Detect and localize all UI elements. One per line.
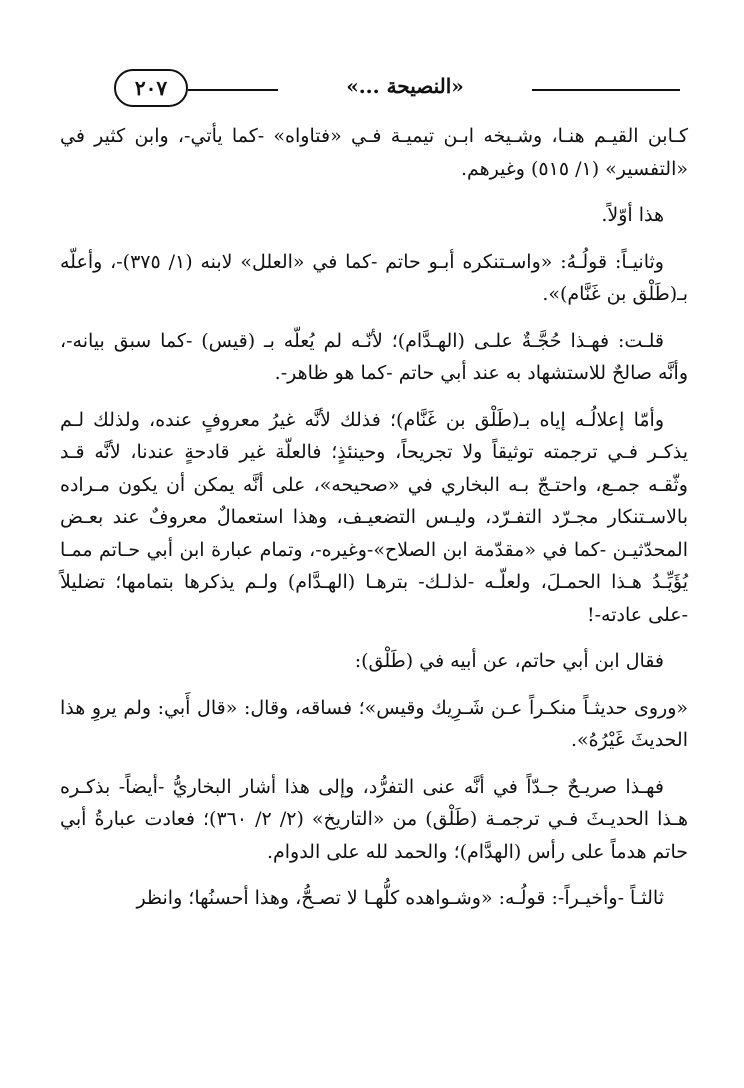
page-body: [60, 120, 688, 929]
paragraph: فهـذا صريـحٌ جـدّاً في أنَّه عنى التفرُّد، وإلى هذا أشار البخاريُّ -أيضاً- بذكـره هـذا الحديـثَ فـي ترجمـة (طَلْق) من «التاريخ» (٢/ ٢/ ٣٦٠)؛ فعادت عبارةُ أبي حاتم هدماً على رأس (الهدَّام)؛ والحمد لله على الدوام.: [60, 775, 688, 863]
header-rule-left: [188, 89, 278, 91]
paragraph: «وروى حديثـاً منكـراً عـن شَـرِيك وقيس»؛ فساقه، وقال: «قال أَبي: ولم يروِ هذا الحديثَ غَيْرُهُ».: [60, 696, 688, 751]
paragraph: فقال ابن أبي حاتم، عن أبيه في (طَلْق):: [354, 650, 664, 672]
running-title: «النصيحة ...»: [346, 74, 464, 98]
paragraph: ثالثـاً -وأخيـراً-: قولُـه: «وشـواهده كلُّهـا لا تصـحُّ، وهذا أحسنُها؛ وانظر: [136, 887, 664, 909]
paragraph: كـابن القيـم هنـا، وشـيخه ابـن تيميـة فـي «فتاواه» -كما يأتي-، وابن كثير في «التفسير» (١/ ٥١٥) وغيرهم.: [60, 125, 688, 180]
page-number: ٢٠٧: [114, 69, 188, 107]
header-rule-right: [532, 89, 680, 91]
paragraph: هذا أوّلاً.: [601, 204, 664, 226]
paragraph: وأمّا إعلالُـه إياه بـ(طَلْق بن غَنَّام)؛ فذلك لأنَّه غيرُ معروفٍ عنده، ولذلك لـم يذكـر فـي ترجمته توثيقاً ولا تجريحاً، وحينئذٍ؛ فالعلّة غير قادحةٍ عندنا، لأنَّه قـد وثّقـه جمـع، واحتـجّ بـه البخاري في «صحيحه»، على أنَّه يمكن أن يكون مـراده بالاسـتنكار مجـرّد التفـرّد، وليـس التضعيـف، وهذا استعمالٌ معروفٌ عند بعـض المحدّثيـن -كما في «مقدّمة ابن الصلاح»-وغيره-، وتمام عبارة ابن أبي حـاتم ممـا يُؤَيِّـدُ هـذا الحمـلَ، ولعلّـه -لذلـك- بترهـا (الهـدَّام) ولـم يذكرها بتمامها؛ تضليلاً -على عادته-!: [60, 408, 688, 626]
paragraph: قلـت: فهـذا حُجَّـةٌ علـى (الهـدَّام)؛ لأنّـه لم يُعلّه بـ (قيس) -كما سبق بيانه-، وأنَّه صالحٌ للاستشهاد به عند أبي حاتم -كما هو ظاهر-.: [60, 329, 688, 384]
paragraph: وثانيـاً: قولُـهُ: «واسـتنكره أبـو حاتم -كما في «العلل» لابنه (١/ ٣٧٥)-، وأعلّه بـ(طَلْق بن غَنَّام)».: [60, 250, 688, 305]
page-header: [70, 56, 680, 100]
